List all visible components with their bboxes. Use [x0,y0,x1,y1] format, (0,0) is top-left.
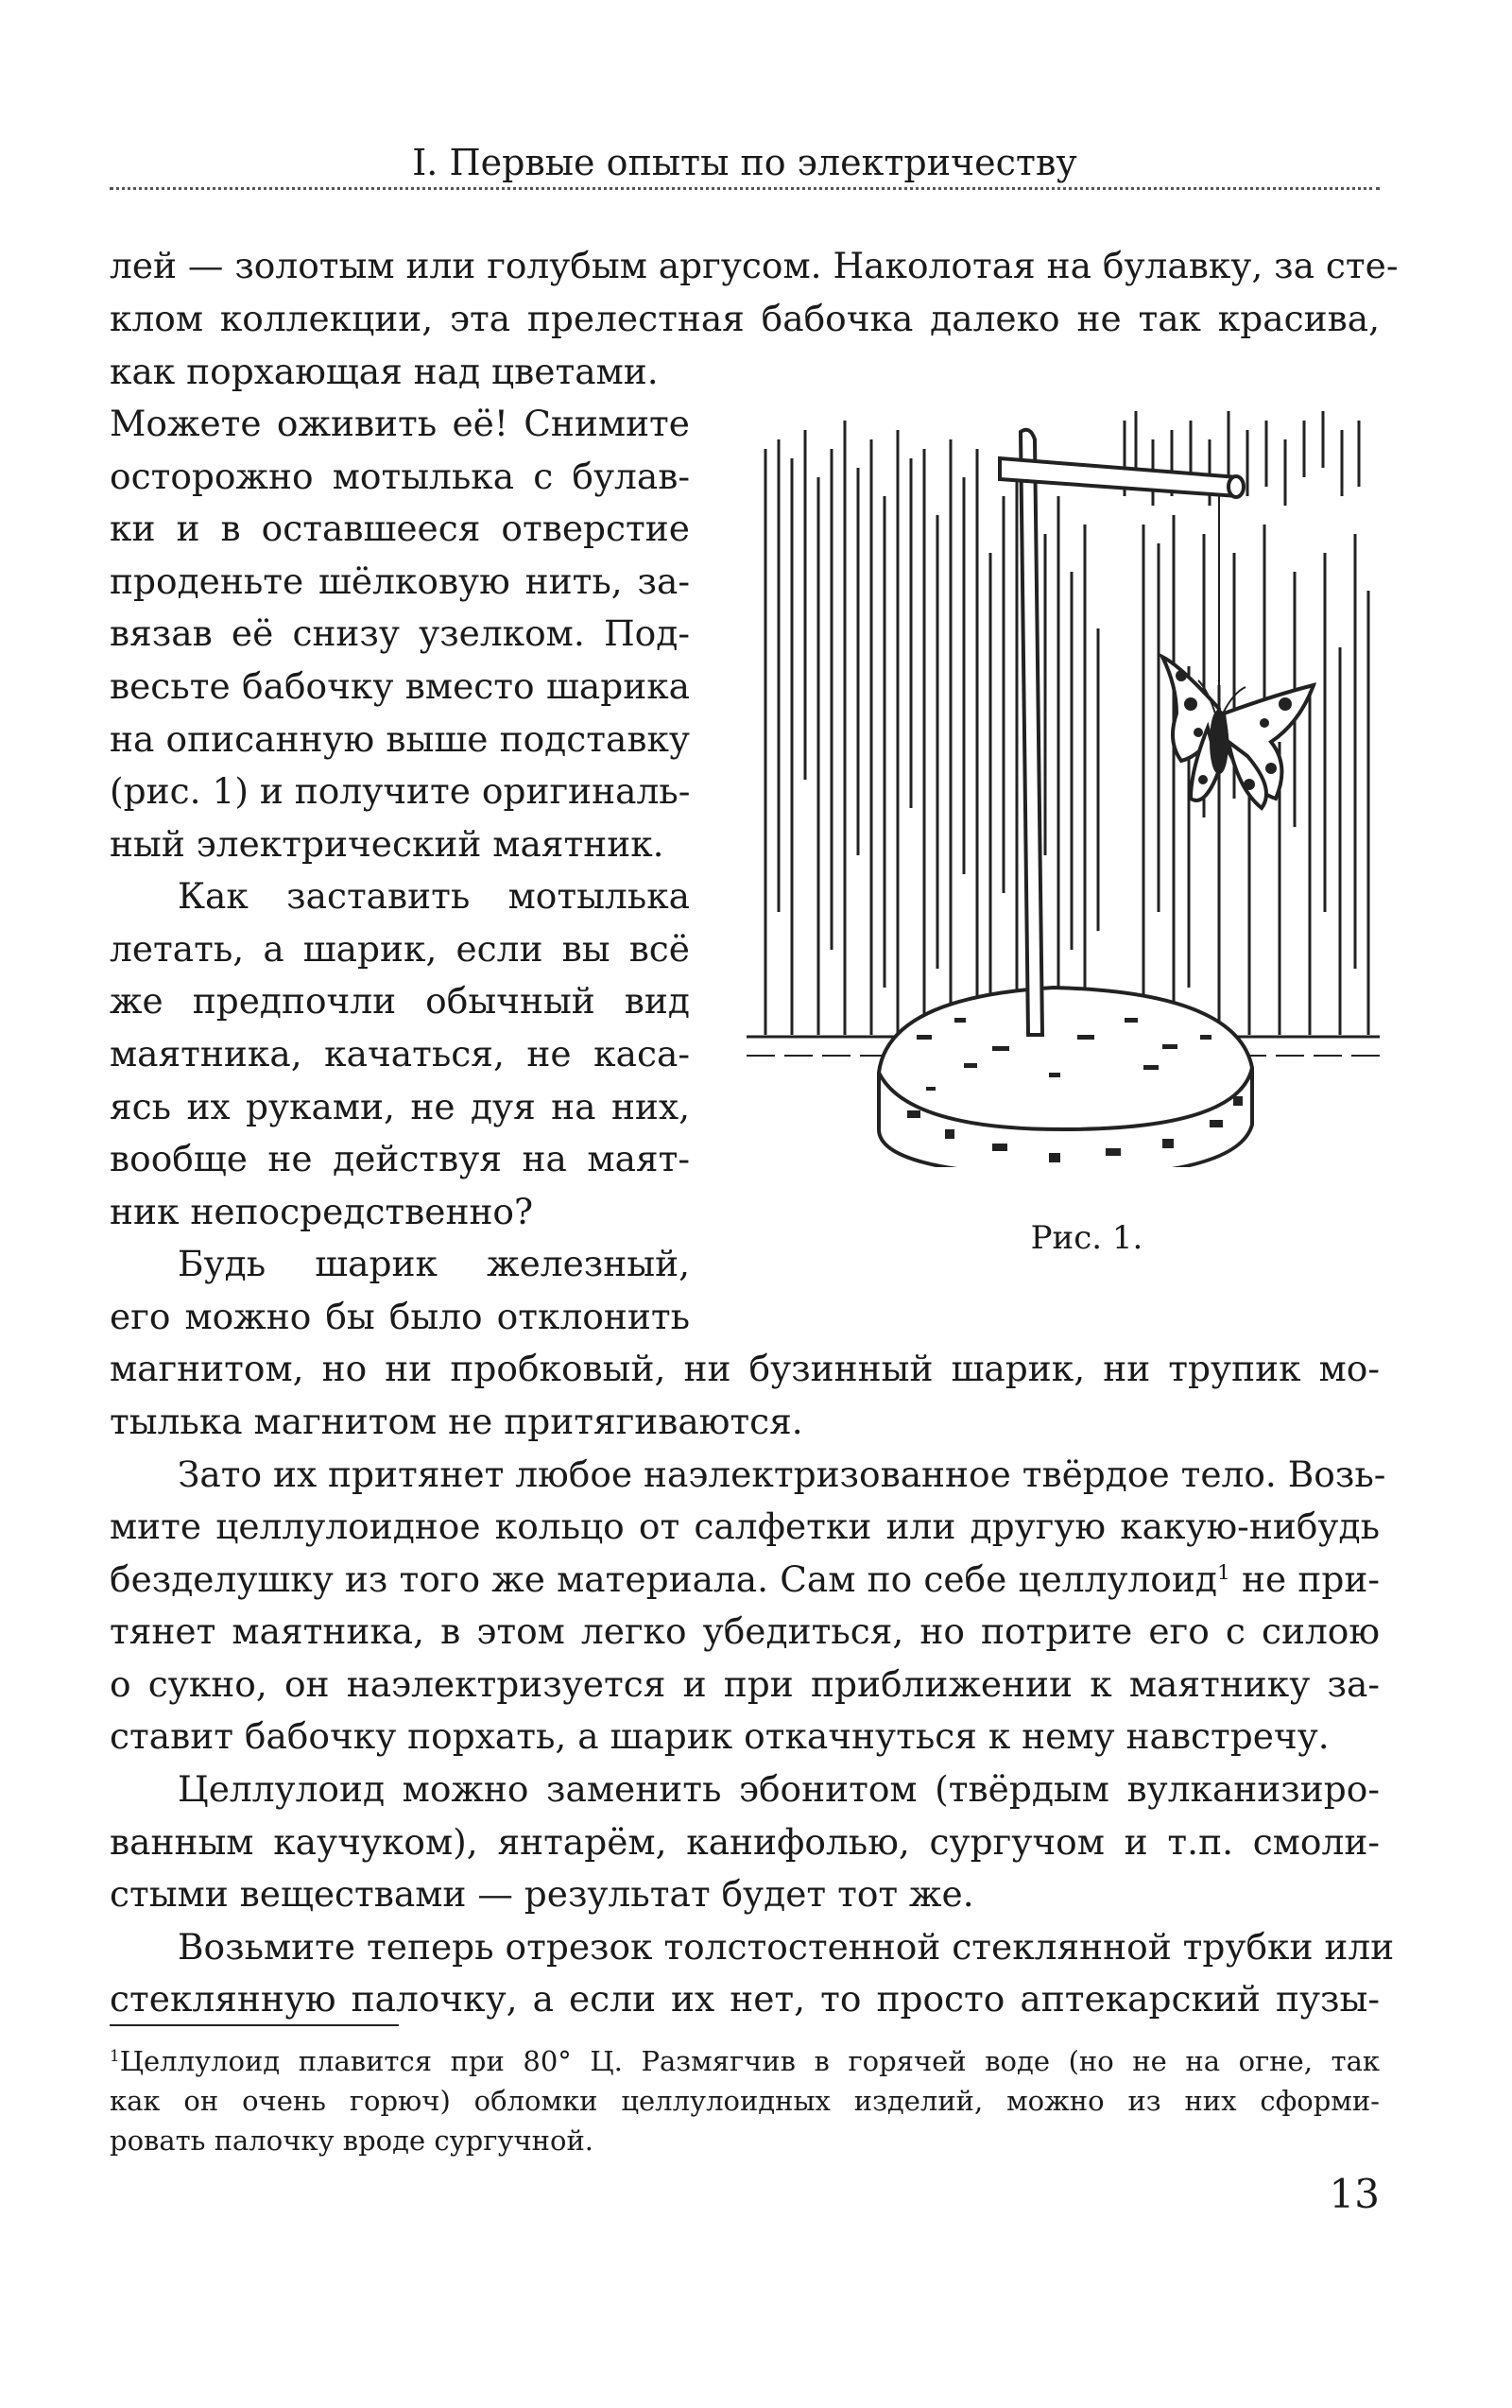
text-line: Целлулоид можно заменить эбонитом (твёрдым вулканизиро- [178,1768,1380,1810]
text-line: лей — золотым или голубым аргусом. Наколотая на булавку, за сте- [110,245,1399,286]
text-line: весьте бабочку вместо шарика [110,665,690,707]
butterfly-drawing [1162,657,1314,808]
text-line: стыми веществами — результат будет тот же. [110,1873,974,1915]
footnote-line [110,2041,1380,2081]
figure-caption: Рис. 1. [1030,1219,1143,1257]
text-line: о сукно, он наэлектризуется и при приближении к маятнику за- [110,1663,1380,1705]
text-segment: безделушку из того же материала. Сам по себе целлулоид [110,1558,1217,1600]
figure-pendulum-illustration [747,383,1380,1167]
pendulum-base [879,988,1252,1167]
text-line: летать, а шарик, если вы всё [110,928,690,970]
text-line: вязав её снизу узелком. Под- [110,612,690,654]
text-line: стеклянную палочку, а если их нет, то просто аптекарский пузы- [110,1978,1380,2020]
footnote-text: Целлулоид плавится при 80° Ц. Размягчив в горячей воде (но не на огне, так [119,2045,1380,2077]
text-line: тылька магнитом не притягиваются. [110,1401,803,1442]
text-line: ки и в оставшееся отверстие [110,507,690,549]
text-line: Будь шарик железный, [178,1243,690,1284]
text-line: клом коллекции, эта прелестная бабочка далеко не так красива, [110,298,1380,339]
text-line: ставит бабочку порхать, а шарик откачнуться к нему навстречу. [110,1715,1330,1757]
footnote-line: как он очень горюч) обломки целлулоидных изделий, можно из них сформи- [110,2085,1380,2117]
text-line [110,1554,1380,1607]
text-segment: не при- [1241,1558,1380,1600]
text-line: ванным каучуком), янтарём, канифолью, сургучом и т.п. смоли- [110,1821,1380,1863]
footnote-line: ровать палочку вроде сургучной. [110,2124,593,2157]
text-line: магнитом, но ни пробковый, ни бузинный шарик, ни трупик мо- [110,1348,1380,1389]
footnote-marker: 1 [1216,1560,1230,1585]
text-line: Возьмите теперь отрезок толстостенной стеклянной трубки или [178,1926,1395,1968]
text-line: (рис. 1) и получите оригиналь- [110,770,691,812]
text-line: вообще не действуя на маят- [110,1138,690,1179]
text-line: маятника, качаться, не каса- [110,1033,690,1075]
text-line: мите целлулоидное кольцо от салфетки или другую какую-нибудь [110,1505,1380,1547]
text-line: ный электрический маятник. [110,823,664,865]
text-line: Зато их притянет любое наэлектризованное твёрдое тело. Возь- [178,1453,1386,1495]
text-line: осторожно мотылька с булав- [110,456,690,497]
text-line: же предпочли обычный вид [110,980,690,1022]
text-line: на описанную выше подставку [110,718,690,760]
text-line: ник непосредственно? [110,1191,534,1232]
text-line: тянет маятника, в этом легко убедиться, но потрите его с силою [110,1610,1380,1652]
text-line: проденьте шёлковую нить, за- [110,560,690,602]
text-line: ясь их руками, не дуя на них, [110,1086,690,1127]
footnote-marker: 1 [110,2045,120,2065]
text-line: его можно бы было отклонить [110,1296,690,1337]
text-line: как порхающая над цветами. [110,351,659,392]
page-number: 13 [1329,2171,1380,2217]
running-header: I. Первые опыты по электричеству [412,142,1077,183]
footnote-separator [110,2024,399,2026]
text-line: Можете оживить её! Снимите [110,403,690,444]
text-line: Как заставить мотылька [178,875,690,917]
header-dotted-rule [110,187,1380,190]
